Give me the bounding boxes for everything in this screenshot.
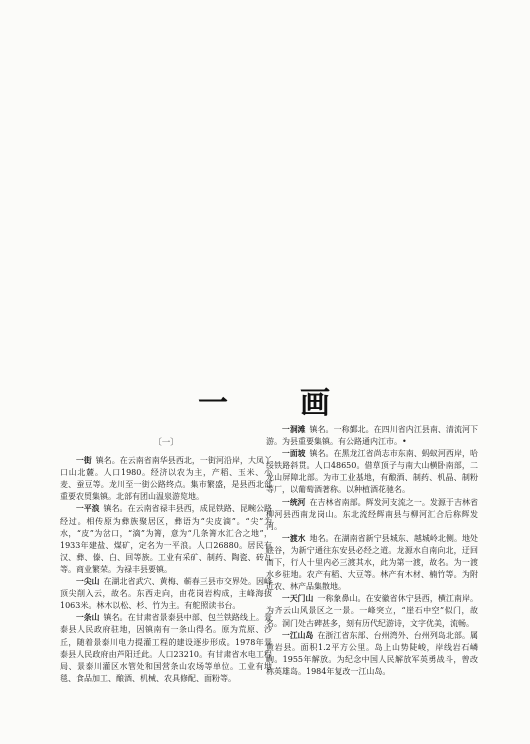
entry-headword: 一条山 <box>76 613 100 623</box>
section-subhead: 〔一〕 <box>153 438 179 448</box>
entry <box>60 612 272 685</box>
entry-text: 在吉林省南部。辉发河支流之一。发源于吉林省柳河县西南龙岗山。东北流经辉南县与柳河汇合后称辉发河。 <box>266 497 478 531</box>
entry-text: 镇名。在云南省南华县西北，一街河沿岸，大凤丫口山北麓。人口1980。经济以农为主，产稻、玉米、小麦、蚕豆等。龙川至一街公路终点。集市繁盛，是县西北部重要农贸集镇。北部有团山温泉游览地。 <box>60 456 273 502</box>
entry-headword: 一天门山 <box>282 594 314 604</box>
entry-headword: 一尖山 <box>76 577 100 587</box>
entry-headword: 一洞滩 <box>282 425 306 434</box>
entry-text: 镇名。在云南省禄丰县西，成昆铁路、昆畹公路经过。相传原为彝族聚居区，彝语为“尖皮滴”。“尖”为水，“皮”为岔口，“滴”为箐，意为“几条箐水汇合之地”，1933年建盐、煤矿，定名为一平浪。人口26880。居民有汉、彝、傣、白、回等族。工业有采矿、制药、陶瓷、砖瓦等。商业繁荣。为禄丰县要镇。 <box>60 504 272 574</box>
left-column <box>60 425 272 685</box>
entry-headword: 一街 <box>76 456 92 466</box>
entry <box>266 630 478 678</box>
entry <box>60 503 272 576</box>
entry-headword: 一统河 <box>282 497 306 507</box>
section-title-char: 画 <box>300 386 332 421</box>
section-title-char: 一 <box>198 386 230 421</box>
entry-text: 镇名。一称鄞北。在四川省内江县南、清流河下游。为县重要集镇。有公路通内江市。• <box>266 425 478 447</box>
entry <box>266 533 478 593</box>
entry-headword: 一渡水 <box>282 533 306 543</box>
entry-headword: 一面坡 <box>282 449 306 459</box>
entry-text: 一称象鼻山。在安徽省休宁县西，横江南岸。为齐云山风景区之一景。一峰突立，“崖石中空”似门，故名。洞门处古碑甚多，刻有历代纪游诗，文字优美，流畅。 <box>266 594 479 628</box>
entry-text: 镇名。在甘肃省景泰县中部、包兰铁路线上。景泰县人民政府驻地，因镇南有一条山得名。原为荒原、沙丘，随着景泰川电力提灌工程的建设逐步形成。1978年景泰县人民政府由芦阳迁此。人口23210。有甘肃省水电工程局、景泰川灌区水管处和国营条山农场等单位。工业有地毯、食品加工、酿酒、机械、农具修配、面粉等。 <box>60 613 272 683</box>
entry <box>266 424 478 448</box>
right-column <box>266 424 478 678</box>
entry-text: 在浙江省东部、台州湾外、台州列岛北部。属黄岩县。面积1.2平方公里。岛上山势陡峻，岸线岩石嶙峋。1955年解放。为纪念中国人民解放军英勇战斗，曾改称英雄岛。1984年复改一江山岛。 <box>266 630 479 676</box>
entry <box>60 455 272 503</box>
entry-headword: 一江山岛 <box>282 630 314 640</box>
entry-headword: 一平浪 <box>76 504 100 514</box>
section-title <box>0 378 530 422</box>
entry-text: 镇名。在黑龙江省尚志市东南、蚂蚁河西岸，哈绥铁路斜贯。人口48650。借草顶子与南大山横卧南部，二龙山屏障北部。为市工业基地，有酿酒、制药、机晶、制粉等厂，以葡萄酒著称。以种植酒花驰名。 <box>266 449 478 495</box>
entry <box>266 448 478 496</box>
entry-text: 在湖北省武穴、黄梅、蕲春三县市交界处。因峰顶尖削入云，故名。东西走向，由花岗岩构成，主峰海拔1063米。林木以松、杉、竹为主。有舵照读书台。 <box>60 577 272 611</box>
entry-text: 地名。在湖南省新宁县城东、越城岭北侧。地处峡谷，为新宁通往东安县必经之道。龙源水自南向北，迂回而下，行人十里内必三渡其水，此为第一渡，故名。为一渡水乡驻地。农产有稻、大豆等。林产有木材、楠竹等。为附近农、林产品集散地。 <box>266 533 478 592</box>
entry <box>60 576 272 612</box>
entry <box>266 497 478 533</box>
entry <box>266 593 478 629</box>
